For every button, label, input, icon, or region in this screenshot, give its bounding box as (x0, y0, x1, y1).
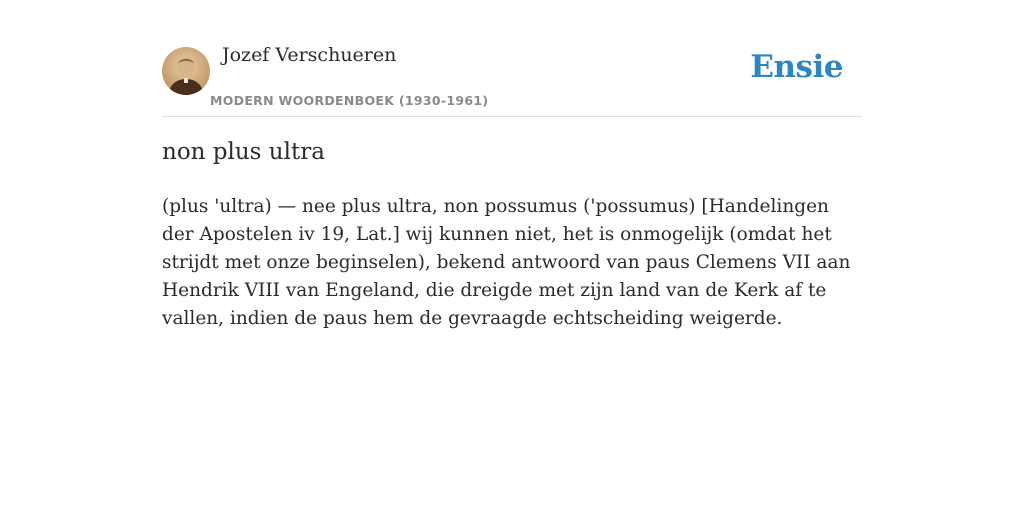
entry-definition: (plus 'ultra) — nee plus ultra, non possumus ('possumus) [Handelingen der Apostelen iv 19, Lat.] wij kunnen niet, het is onmogelijk (omdat het strijdt met onze beginselen), bekend antwoord van paus Clemens VII aan Hendrik VIII van Engeland, die dreigde met zijn land van de Kerk af te vallen, indien de paus hem de gevraagde echtscheiding weigerde. (162, 196, 851, 329)
entry-title: non plus ultra (162, 139, 325, 165)
entry-header (162, 0, 862, 117)
author-avatar[interactable] (162, 47, 210, 95)
entry-card (162, 0, 862, 329)
source-label[interactable]: MODERN WOORDENBOEK (1930-1961) (210, 93, 489, 108)
ensie-logo[interactable]: Ensie (750, 49, 843, 85)
author-name[interactable]: Jozef Verschueren (222, 44, 397, 66)
author-portrait-icon (162, 47, 210, 95)
